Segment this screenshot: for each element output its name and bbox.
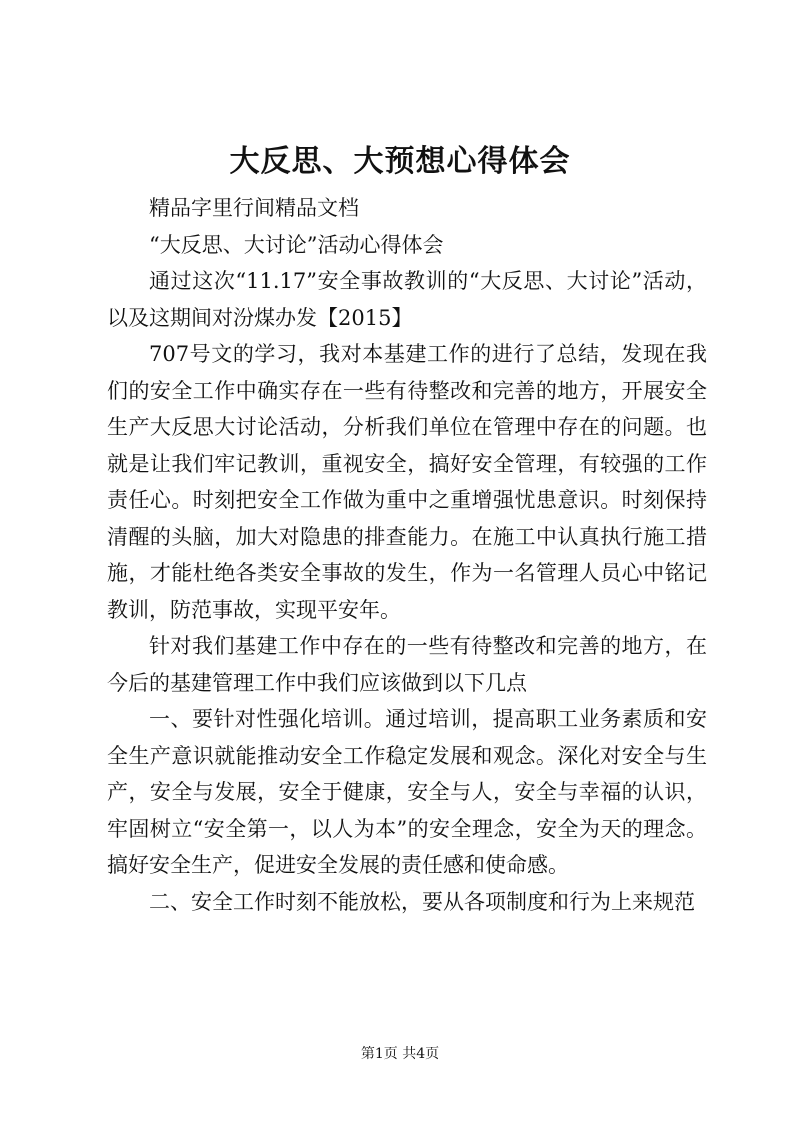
paragraph-points-intro: 针对我们基建工作中存在的一些有待整改和完善的地方，在今后的基建管理工作中我们应该做到以下几点	[107, 634, 707, 695]
paragraph-summary: 707号文的学习，我对本基建工作的进行了总结，发现在我们的安全工作中确实存在一些有待整改和完善的地方，开展安全生产大反思大讨论活动，分析我们单位在管理中存在的问题。也就是让我们牢记教训，重视安全，搞好安全管理，有较强的工作责任心。时刻把安全工作做为重中之重增强忧患意识。时刻保持清醒的头脑，加大对隐患的排查能力。在施工中认真执行施工措施，才能杜绝各类安全事故的发生，作为一名管理人员心中铭记教训，防范事故，实现平安年。	[107, 342, 707, 622]
document-body	[107, 190, 707, 920]
paragraph-point-two: 二、安全工作时刻不能放松，要从各项制度和行为上来规范	[149, 889, 695, 914]
paragraph-point-one: 一、要针对性强化培训。通过培训，提高职工业务素质和安全生产意识就能推动安全工作稳定发展和观念。深化对安全与生产，安全与发展，安全于健康，安全与人，安全与幸福的认识，牢固树立“安全第一，以人为本”的安全理念，安全为天的理念。搞好安全生产，促进安全发展的责任感和使命感。	[107, 707, 707, 877]
paragraph-source-note: 精品字里行间精品文档	[149, 196, 359, 220]
page-footer: 第1页 共4页	[360, 1046, 440, 1062]
paragraph-intro: 通过这次“11.17”安全事故教训的“大反思、大讨论”活动，以及这期间对汾煤办发【2015】	[107, 269, 707, 330]
paragraph-subtitle: “大反思、大讨论”活动心得体会	[149, 232, 444, 257]
page-title: 大反思、大预想心得体会	[229, 144, 571, 179]
